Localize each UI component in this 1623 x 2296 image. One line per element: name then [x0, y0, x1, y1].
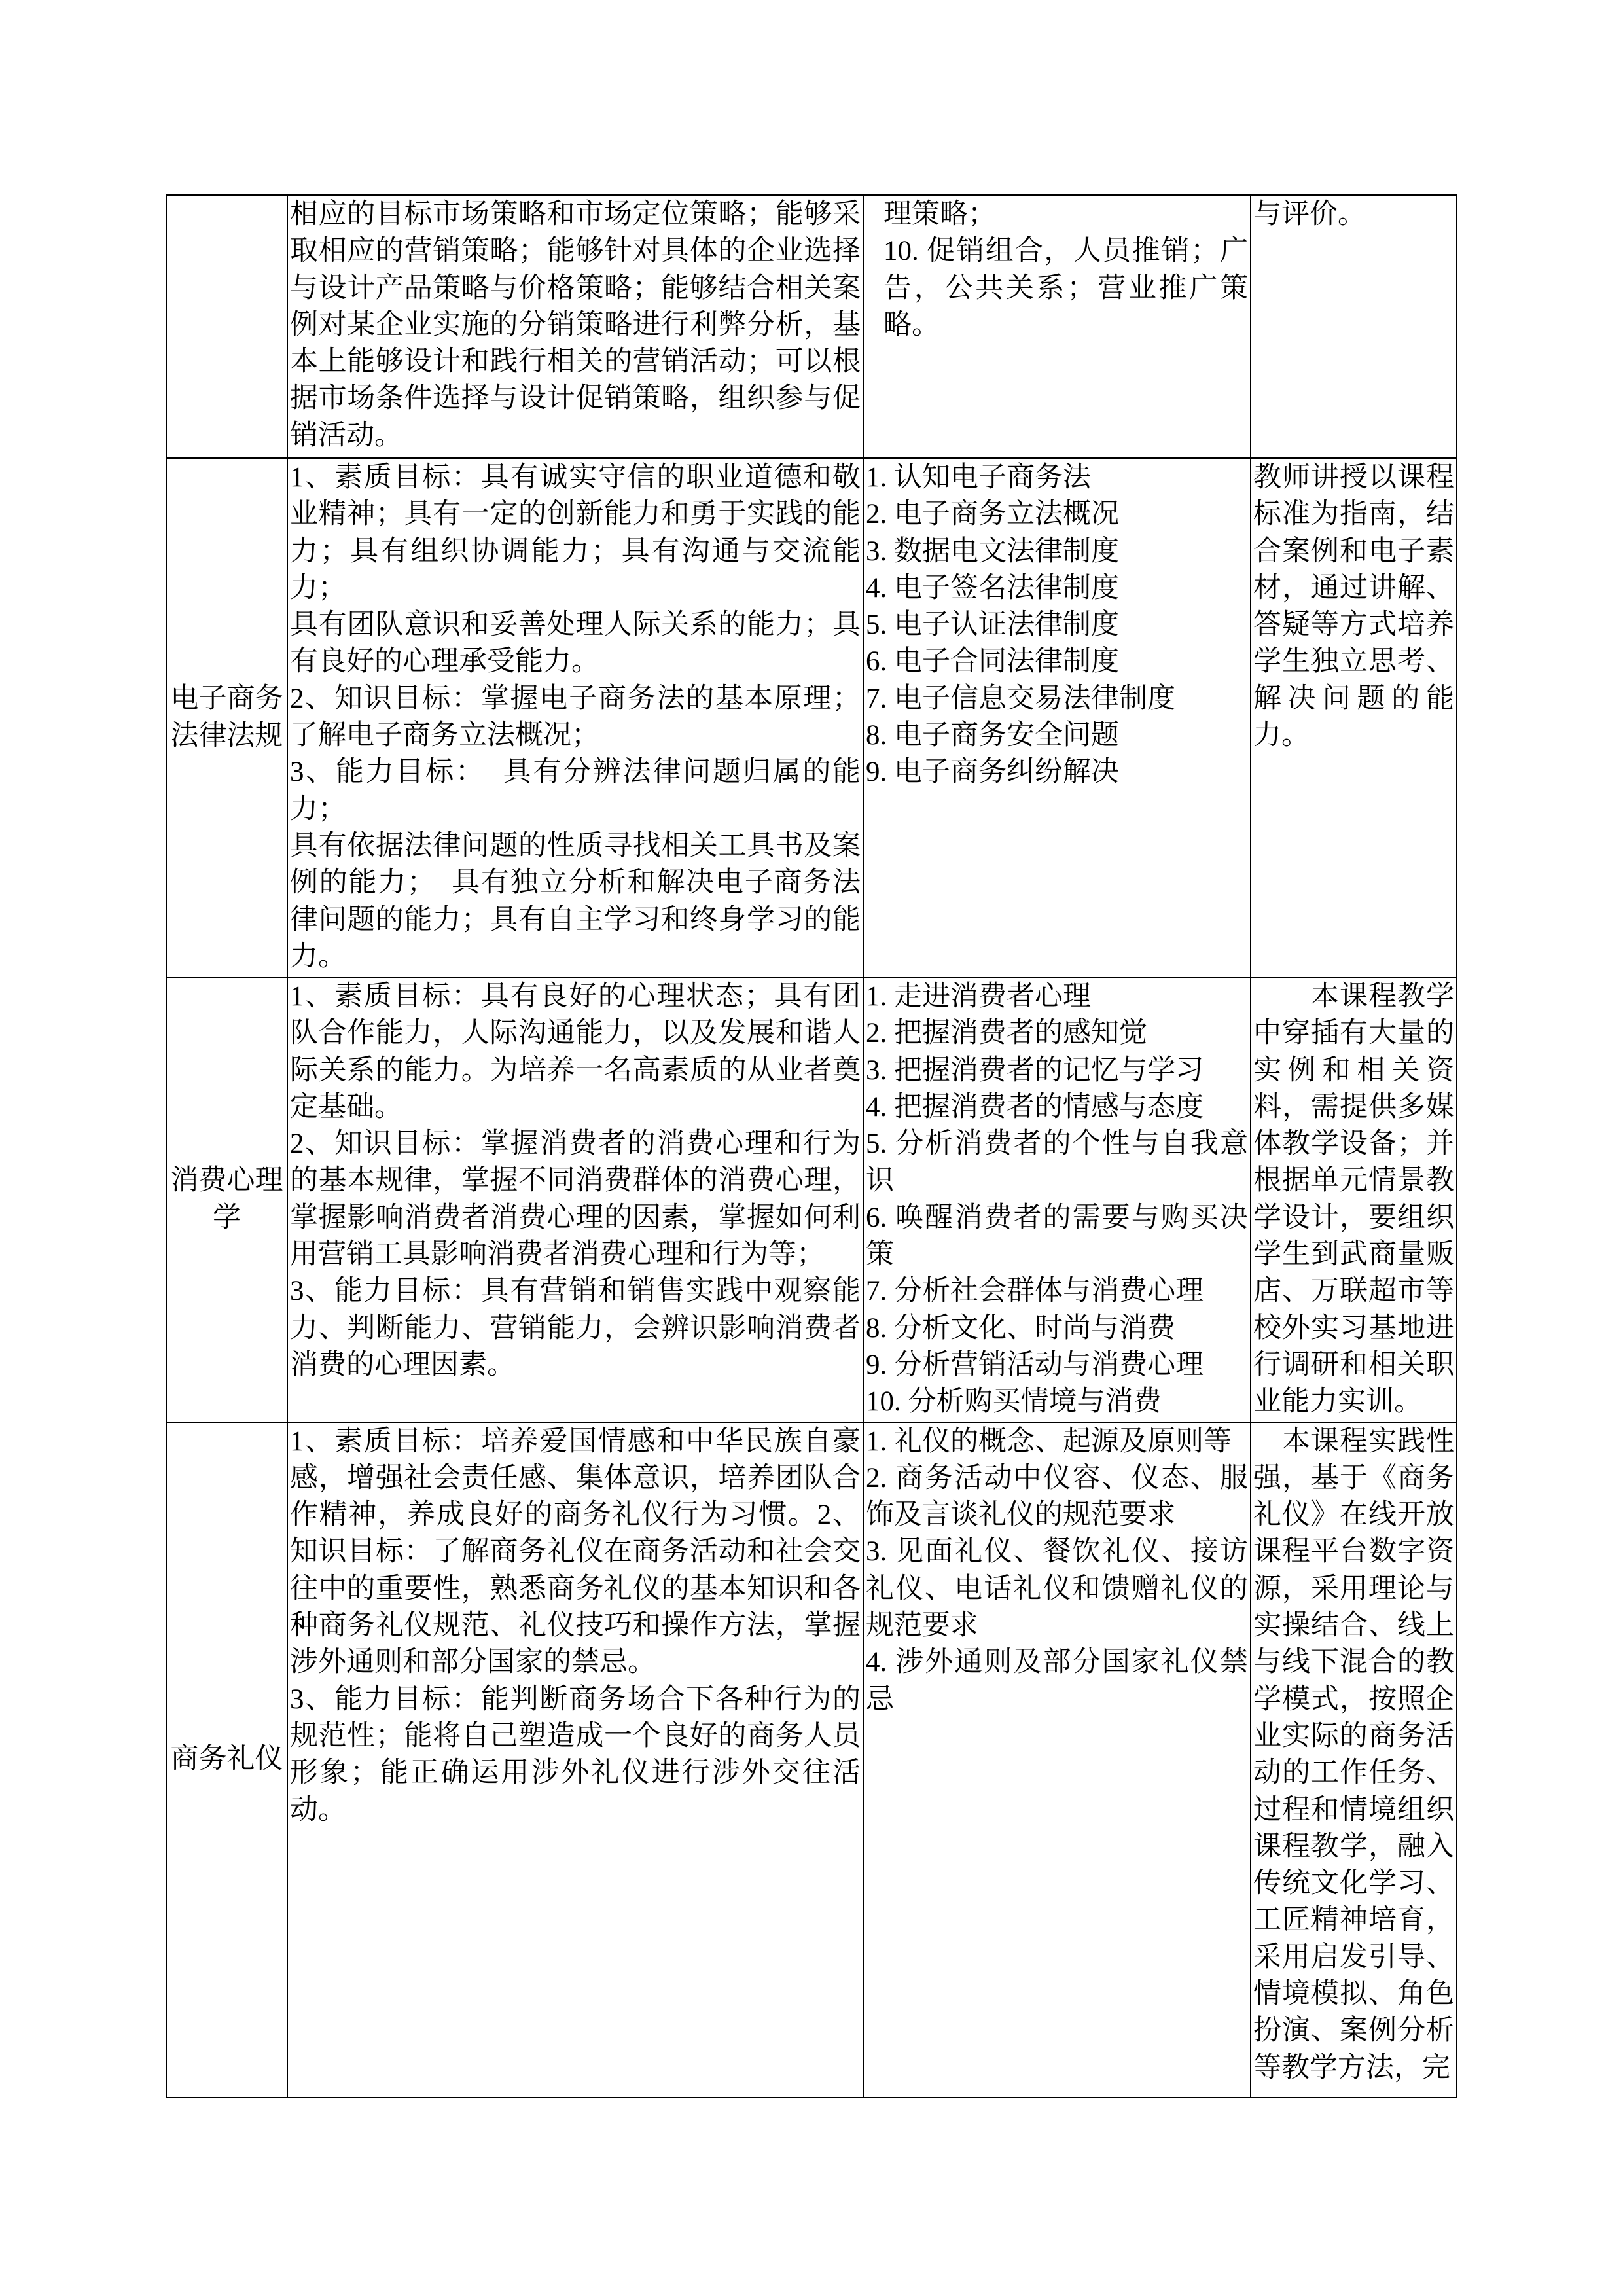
objective-line: 往中的重要性，熟悉商务礼仪的基本知识和各 [290, 1573, 861, 1604]
paragraph [866, 681, 1248, 717]
teaching-method-line: 与线下混合的教 [1253, 1647, 1454, 1678]
content-line: 1. 走进消费者心理 [866, 981, 1091, 1012]
objective-line: 3、能力目标：具有营销和销售实践中观察能 [290, 1276, 861, 1307]
objective-line: 际关系的能力。为培养一名高素质的从业者奠 [290, 1054, 861, 1086]
teaching-method-line: 教师讲授以课程 [1253, 462, 1454, 493]
objective-line: 感，增强社会责任感、集体意识，培养团队合 [290, 1462, 861, 1494]
paragraph [866, 1200, 1248, 1274]
objective-line: 业精神；具有一定的创新能力和勇于实践的能 [290, 499, 861, 530]
content-line: 5. 电子认证法律制度 [866, 609, 1119, 641]
course-name: 电子商务法律法规 [170, 683, 283, 751]
objective-line: 1、素质目标：具有诚实守信的职业道德和敬 [290, 462, 861, 493]
objective-line: 销活动。 [290, 420, 402, 451]
teaching-method-line: 实例和相关资 [1253, 1054, 1454, 1086]
content-line: 6. 唤醒消费者的需要与购买决 [866, 1202, 1248, 1233]
teaching-method-line: 学模式，按照企 [1253, 1683, 1454, 1715]
teaching-method-line: 业实际的商务活 [1253, 1720, 1454, 1751]
content-line: 略。 [883, 309, 940, 340]
content-line: 9. 电子商务纠纷解决 [866, 757, 1119, 788]
teaching-method-line: 校外实习基地进 [1253, 1312, 1454, 1344]
objective-line: 形象；能正确运用涉外礼仪进行涉外交往活 [290, 1757, 861, 1789]
paragraph [866, 1052, 1248, 1089]
paragraph [866, 754, 1248, 791]
objective-line: 涉外通则和部分国家的禁忌。 [290, 1647, 656, 1678]
paragraph [866, 1273, 1248, 1310]
paragraph [866, 459, 1248, 496]
teaching-method-line: 与评价。 [1253, 199, 1366, 230]
paragraph [866, 496, 1248, 533]
objectives-cell [287, 977, 863, 1422]
content-line: 4. 电子签名法律制度 [866, 572, 1119, 603]
paragraph [866, 978, 1248, 1015]
objective-line: 力。 [290, 941, 346, 972]
objective-line: 力；具有组织协调能力；具有沟通与交流能 [290, 535, 861, 567]
paragraph [883, 233, 1248, 344]
content-line: 规范要求 [866, 1610, 978, 1641]
content-line: 1. 认知电子商务法 [866, 462, 1091, 493]
course-name-cell [166, 458, 287, 977]
teaching-method-line: 采用启发引导、 [1253, 1941, 1454, 1973]
paragraph [290, 1126, 861, 1273]
teaching-method-line: 扮演、案例分析 [1253, 2015, 1454, 2047]
objective-line: 队合作能力，人际沟通能力，以及发展和谐人 [290, 1018, 861, 1049]
content-line: 1. 礼仪的概念、起源及原则等 [866, 1426, 1232, 1457]
paragraph [866, 717, 1248, 754]
paragraph [866, 533, 1248, 570]
paragraph [290, 828, 861, 975]
content-line: 3. 数据电文法律制度 [866, 535, 1119, 567]
objective-line: 具有依据法律问题的性质寻找相关工具书及案 [290, 830, 861, 861]
objective-line: 3、能力目标： 具有分辨法律问题归属的能 [290, 757, 861, 788]
paragraph [866, 1089, 1248, 1126]
paragraph [866, 570, 1248, 607]
content-cell [863, 1422, 1251, 2098]
content-line: 3. 见面礼仪、餐饮礼仪、接访 [866, 1536, 1248, 1568]
paragraph [866, 1310, 1248, 1347]
table-row [166, 977, 1457, 1422]
objective-line: 力； [290, 793, 346, 825]
teaching-method-line: 业能力实训。 [1253, 1386, 1422, 1418]
teaching-method-line: 源，采用理论与 [1253, 1573, 1454, 1604]
teaching-method-line: 本课程实践性 [1253, 1426, 1454, 1457]
teaching-method-cell [1251, 1422, 1457, 2098]
teaching-method-line: 动的工作任务、 [1253, 1757, 1454, 1789]
content-line: 2. 商务活动中仪容、仪态、服 [866, 1462, 1248, 1494]
teaching-method-line: 材，通过讲解、 [1253, 572, 1454, 603]
teaching-method-line: 根据单元情景教 [1253, 1165, 1454, 1196]
paragraph [290, 978, 861, 1126]
content-line: 忌 [866, 1683, 894, 1715]
content-line: 8. 电子商务安全问题 [866, 720, 1119, 751]
objective-line: 作精神，养成良好的商务礼仪行为习惯。2、 [290, 1499, 861, 1531]
teaching-method-line: 学生到武商量贩 [1253, 1239, 1454, 1270]
content-line: 理策略； [883, 199, 996, 230]
content-line: 7. 分析社会群体与消费心理 [866, 1276, 1204, 1307]
paragraph [866, 607, 1248, 643]
objective-line: 例的能力； 具有独立分析和解决电子商务法 [290, 867, 861, 899]
content-line: 6. 电子合同法律制度 [866, 646, 1119, 677]
course-name: 消费心理学 [170, 1165, 283, 1233]
content-line: 10. 分析购买情境与消费 [866, 1386, 1162, 1418]
paragraph [1253, 459, 1454, 754]
objective-line: 1、素质目标：培养爱国情感和中华民族自豪 [290, 1426, 861, 1457]
objective-line: 用营销工具影响消费者消费心理和行为等； [290, 1239, 825, 1270]
teaching-method-line: 答疑等方式培养 [1253, 609, 1454, 641]
course-name-cell [166, 1422, 287, 2098]
teaching-method-line: 行调研和相关职 [1253, 1349, 1454, 1380]
content-line: 策 [866, 1239, 894, 1270]
content-line: 9. 分析营销活动与消费心理 [866, 1349, 1204, 1380]
content-cell [863, 458, 1251, 977]
course-table [166, 194, 1457, 2098]
course-name-cell [166, 977, 287, 1422]
objective-line: 3、能力目标：能判断商务场合下各种行为的 [290, 1683, 861, 1715]
table-row [166, 195, 1457, 458]
teaching-method-line: 礼仪》在线开放 [1253, 1499, 1454, 1531]
paragraph [866, 643, 1248, 680]
content-line: 2. 把握消费者的感知觉 [866, 1018, 1147, 1049]
teaching-method-line: 过程和情境组织 [1253, 1794, 1454, 1825]
paragraph [290, 1424, 861, 1681]
content-line: 10. 促销组合，人员推销；广 [883, 236, 1248, 267]
paragraph [866, 1384, 1248, 1420]
objective-line: 掌握影响消费者消费心理的因素，掌握如何利 [290, 1202, 861, 1233]
teaching-method-cell [1251, 195, 1457, 458]
teaching-method-line: 中穿插有大量的 [1253, 1018, 1454, 1049]
objective-line: 力、判断能力、营销能力，会辨识影响消费者 [290, 1312, 861, 1344]
objective-line: 与设计产品策略与价格策略；能够结合相关案 [290, 272, 861, 304]
objective-line: 种商务礼仪规范、礼仪技巧和操作方法，掌握 [290, 1610, 861, 1641]
objective-line: 有良好的心理承受能力。 [290, 646, 599, 677]
teaching-method-line: 本课程教学 [1253, 981, 1454, 1012]
paragraph [290, 459, 861, 607]
content-line: 4. 涉外通则及部分国家礼仪禁 [866, 1647, 1248, 1678]
teaching-method-line: 工匠精神培育， [1253, 1905, 1454, 1936]
content-line: 7. 电子信息交易法律制度 [866, 683, 1175, 714]
objective-line: 相应的目标市场策略和市场定位策略；能够采 [290, 199, 861, 230]
content-line: 识 [866, 1165, 894, 1196]
paragraph [866, 1424, 1248, 1460]
objective-line: 据市场条件选择与设计促销策略，组织参与促 [290, 383, 861, 414]
paragraph [866, 1015, 1248, 1052]
content-line: 5. 分析消费者的个性与自我意 [866, 1128, 1248, 1160]
content-line: 2. 电子商务立法概况 [866, 499, 1119, 530]
teaching-method-line: 传统文化学习、 [1253, 1868, 1454, 1899]
objectives-cell [287, 458, 863, 977]
teaching-method-line: 学设计，要组织 [1253, 1202, 1454, 1233]
objective-line: 具有团队意识和妥善处理人际关系的能力；具 [290, 609, 861, 641]
paragraph [1253, 1424, 1454, 2087]
teaching-method-line: 情境模拟、角色 [1253, 1979, 1454, 2010]
teaching-method-line: 料，需提供多媒 [1253, 1091, 1454, 1122]
objectives-cell [287, 195, 863, 458]
paragraph [866, 1460, 1248, 1534]
teaching-method-line: 实操结合、线上 [1253, 1610, 1454, 1641]
paragraph [1253, 196, 1454, 233]
paragraph [290, 754, 861, 828]
content-line: 礼仪、电话礼仪和馈赠礼仪的 [866, 1573, 1248, 1604]
teaching-method-line: 课程教学，融入 [1253, 1831, 1454, 1862]
objective-line: 消费的心理因素。 [290, 1349, 515, 1380]
objective-line: 取相应的营销策略；能够针对具体的企业选择 [290, 236, 861, 267]
objective-line: 例对某企业实施的分销策略进行利弊分析，基 [290, 309, 861, 340]
objective-line: 2、知识目标：掌握电子商务法的基本原理； [290, 683, 861, 714]
table-row [166, 1422, 1457, 2098]
paragraph [290, 1273, 861, 1384]
objective-line: 动。 [290, 1794, 346, 1825]
teaching-method-line: 体教学设备；并 [1253, 1128, 1454, 1160]
content-cell [863, 195, 1251, 458]
paragraph [1253, 978, 1454, 1421]
objective-line: 律问题的能力；具有自主学习和终身学习的能 [290, 904, 861, 935]
content-line: 3. 把握消费者的记忆与学习 [866, 1054, 1204, 1086]
content-line: 4. 把握消费者的情感与态度 [866, 1091, 1204, 1122]
teaching-method-line: 课程平台数字资 [1253, 1536, 1454, 1568]
teaching-method-line: 解决问题的能 [1253, 683, 1454, 714]
objectives-cell [287, 1422, 863, 2098]
paragraph [866, 1644, 1248, 1718]
paragraph [290, 196, 861, 454]
teaching-method-cell [1251, 977, 1457, 1422]
teaching-method-line: 标准为指南，结 [1253, 499, 1454, 530]
teaching-method-line: 强，基于《商务 [1253, 1462, 1454, 1494]
paragraph [290, 1681, 861, 1829]
content-line: 饰及言谈礼仪的规范要求 [866, 1499, 1175, 1531]
paragraph [866, 1534, 1248, 1644]
objective-line: 了解电子商务立法概况； [290, 720, 599, 751]
content-line: 告，公共关系；营业推广策 [883, 272, 1248, 304]
paragraph [883, 196, 1248, 233]
table-row [166, 458, 1457, 977]
paragraph [866, 1126, 1248, 1200]
teaching-method-cell [1251, 458, 1457, 977]
content-cell [863, 977, 1251, 1422]
objective-line: 2、知识目标：掌握消费者的消费心理和行为 [290, 1128, 861, 1160]
objective-line: 1、素质目标：具有良好的心理状态；具有团 [290, 981, 861, 1012]
objective-line: 本上能够设计和践行相关的营销活动；可以根 [290, 346, 861, 378]
paragraph [290, 681, 861, 755]
teaching-method-line: 合案例和电子素 [1253, 535, 1454, 567]
teaching-method-line: 店、万联超市等 [1253, 1276, 1454, 1307]
course-name: 商务礼仪 [170, 1744, 283, 1775]
objective-line: 的基本规律，掌握不同消费群体的消费心理， [290, 1165, 861, 1196]
teaching-method-line: 学生独立思考、 [1253, 646, 1454, 677]
objective-line: 知识目标：了解商务礼仪在商务活动和社会交 [290, 1536, 861, 1568]
objective-line: 规范性；能将自己塑造成一个良好的商务人员 [290, 1720, 861, 1751]
paragraph [290, 607, 861, 681]
objective-line: 定基础。 [290, 1091, 402, 1122]
content-line: 8. 分析文化、时尚与消费 [866, 1312, 1175, 1344]
objective-line: 力； [290, 572, 346, 603]
teaching-method-line: 力。 [1253, 720, 1310, 751]
teaching-method-line: 等教学方法，完 [1253, 2052, 1450, 2083]
paragraph [866, 1347, 1248, 1384]
course-name-cell [166, 195, 287, 458]
